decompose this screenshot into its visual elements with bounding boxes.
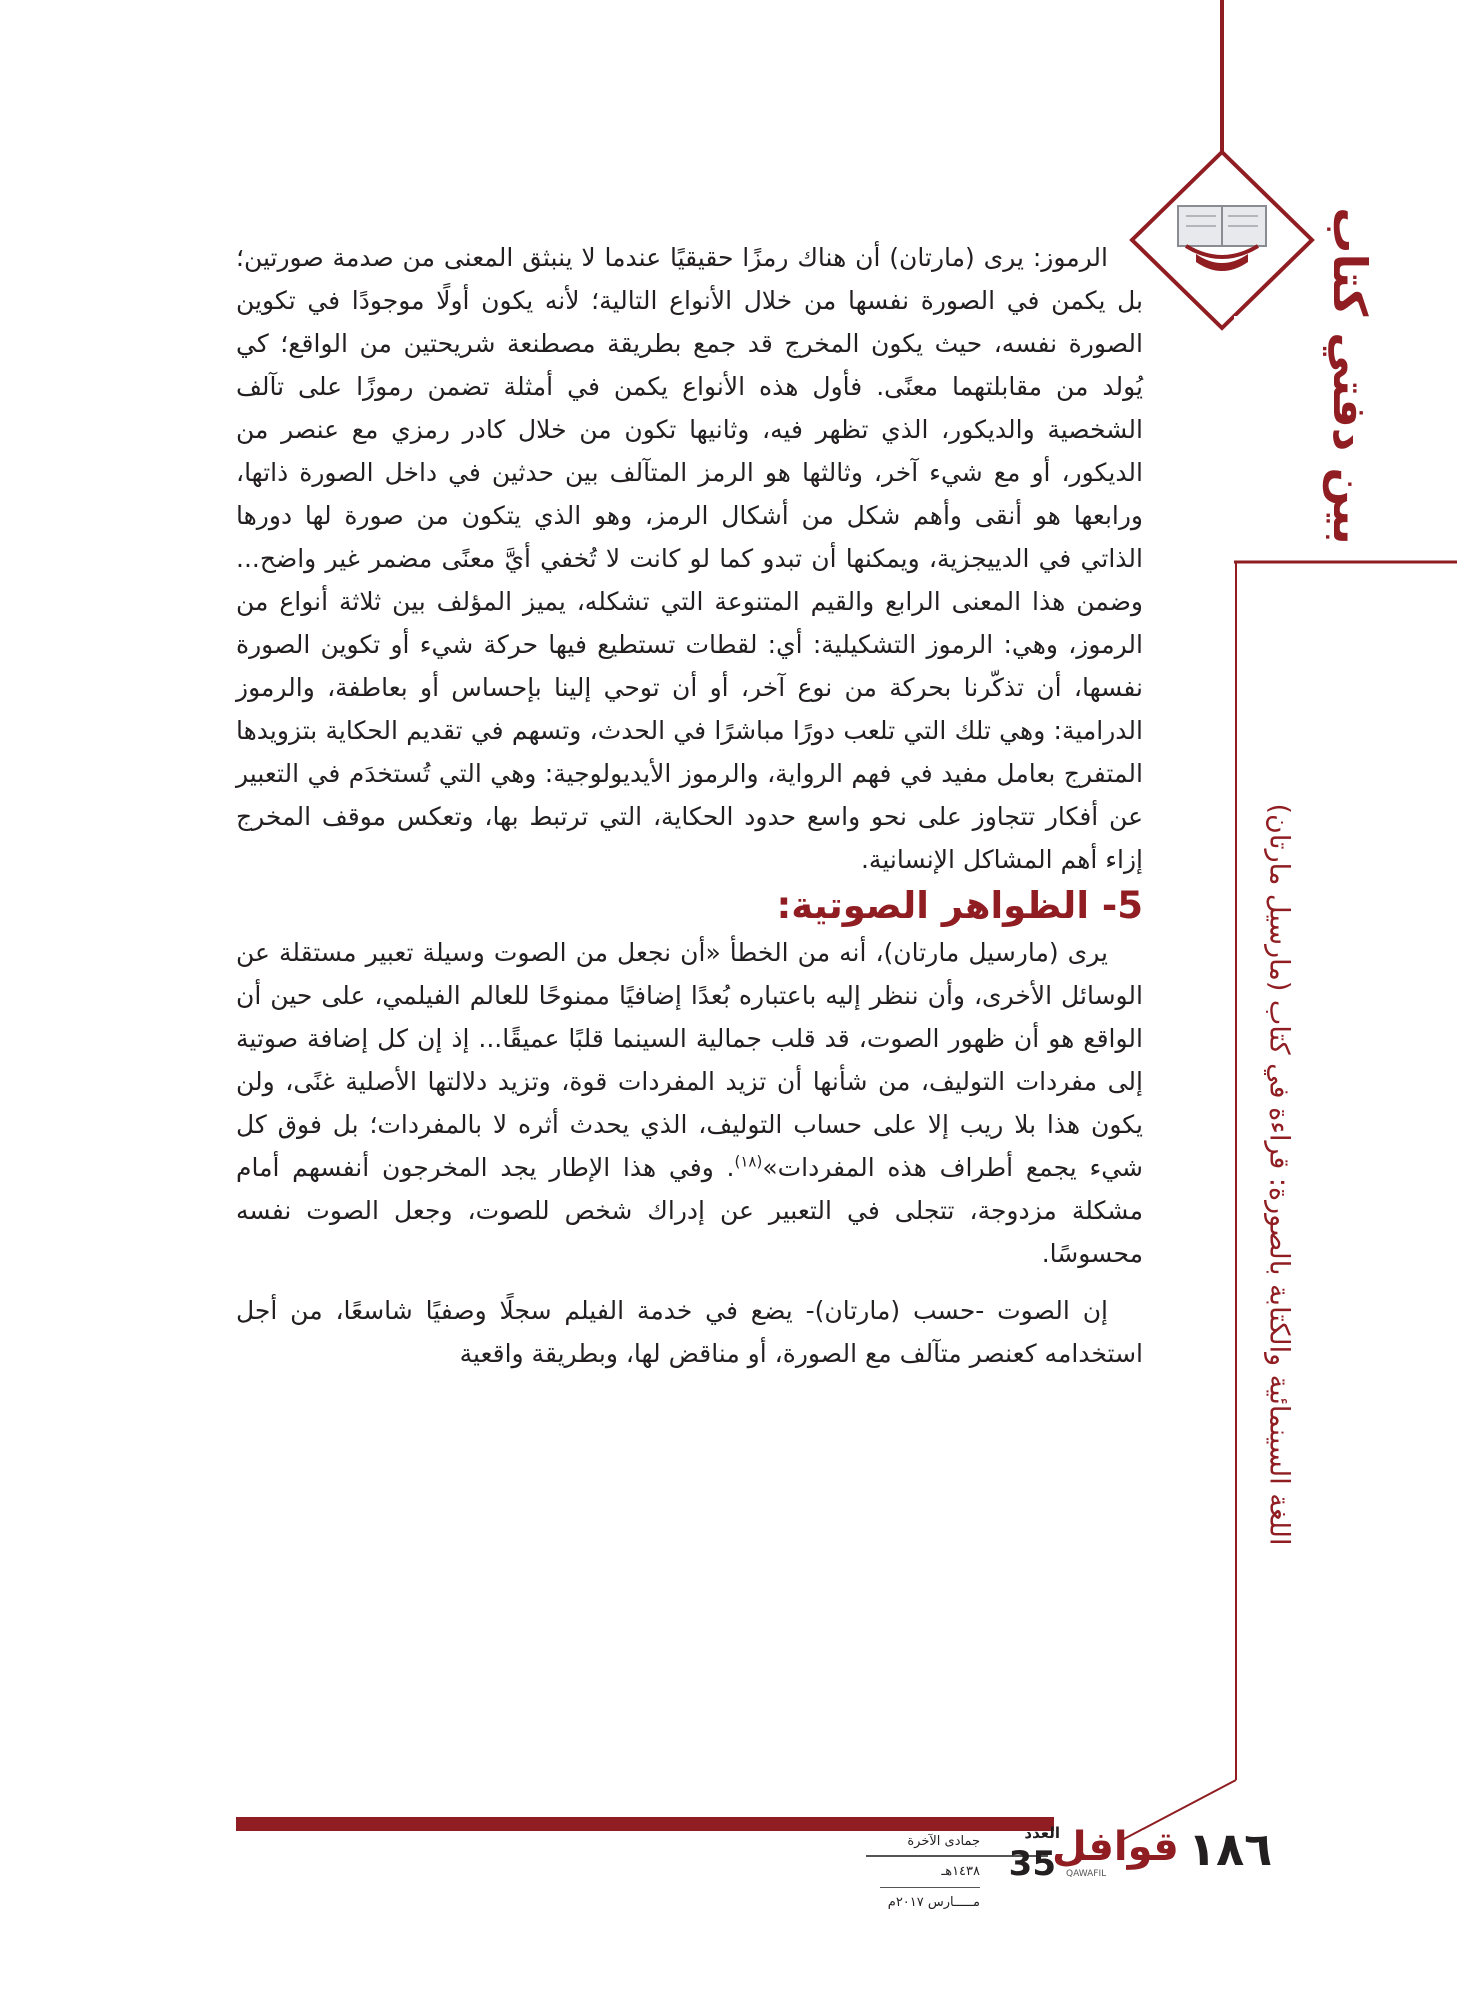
- issue-number: 35: [1008, 1844, 1056, 1884]
- gregorian-date: مـــــارس ٢٠١٧م: [887, 1895, 980, 1910]
- paragraph-symbols: الرموز: يرى (مارتان) أن هناك رمزًا حقيقيًا عندما لا ينبثق المعنى من صدمة صورتين؛ بل يكمن في الصورة نفسها من خلال الأنواع التالية؛ لأنه يكون أولًا موجودًا في تكوين الصورة نفسه، حيث يكون المخرج قد جمع بطريقة مصطنعة شريحتين من الواقع؛ كي يُولد من مقابلتهما معنًى. فأول هذه الأنواع يكمن في أمثلة تضمن رموزًا على تآلف الشخصية والديكور، الذي تظهر فيه، وثانيها تكون من خلال كادر رمزي مع عنصر من الديكور، أو مع شيء آخر، وثالثها هو الرمز المتآلف بين حدثين في داخل الصورة ذاتها، ورابعها هو أنقى وأهم شكل من أشكال الرمز، وهو الذي يتكون من صورة لها دورها الذاتي في الدييجزية، ويمكنها أن تبدو كما لو كانت لا تُخفي أيَّ معنًى مضمر غير واضح... وضمن هذا المعنى الرابع والقيم المتنوعة التي تشكله، يميز المؤلف بين ثلاثة أنواع من الرموز، وهي: الرموز التشكيلية: أي: لقطات تستطيع فيها حركة شيء أو تكوين الصورة نفسها، أن تذكّرنا بحركة من نوع آخر، أو أن توحي إلينا بإحساس أو بعاطفة، والرموز الدرامية: وهي تلك التي تلعب دورًا مباشرًا في الحدث، وتسهم في تقديم الحكاية بتزويدها المتفرج بعامل مفيد في فهم الرواية، والرموز الأيديولوجية: وهي التي تُستخدَم في التعبير عن أفكار تتجاوز على نحو واسع حدود الحكاية، التي ترتبط بها، وتعكس موقف المخرج إزاء أهم المشاكل الإنسانية.: [236, 243, 1143, 874]
- paragraph-sound-quote: [236, 931, 1143, 1275]
- section-title: بين دفتي كتاب: [1322, 206, 1377, 545]
- quote-text: يرى (مارسيل مارتان)، أنه من الخطأ «أن نجعل من الصوت وسيلة تعبير مستقلة عن الوسائل الأخرى، وأن ننظر إليه باعتباره بُعدًا إضافيًا ممنوحًا للعالم الفيلمي، على حين أن الواقع هو أن ظهور الصوت، قد قلب جمالية السينما قلبًا عميقًا... إذ إن كل إضافة صوتية إلى مفردات التوليف، من شأنها أن تزيد المفردات قوة، وتزيد دلالتها الأصلية غنًى، ولن يكون هذا بلا ريب إلا على حساب التوليف، الذي يحدث أثره لا بالمفردات؛ بل فوق كل شيء يجمع أطراف هذه المفردات»: [236, 938, 1143, 1182]
- section-title-banner: [1242, 206, 1457, 545]
- article-subtitle-banner: [1254, 577, 1304, 1772]
- article-subtitle: اللغة السينمائية والكتابة بالصورة: قراءة في كتاب (مارسيل مارتان): [1263, 803, 1295, 1546]
- hijri-date: جمادى الآخرة ١٤٣٨هـ: [880, 1827, 980, 1888]
- issue-dates: [880, 1827, 980, 1918]
- magazine-logo: قوافل: [1052, 1824, 1179, 1870]
- page-number: ١٨٦: [1188, 1822, 1273, 1876]
- article-body: [236, 236, 1143, 1375]
- magazine-logo-latin: QAWAFIL: [1066, 1869, 1107, 1879]
- section-heading-sound: 5- الظواهر الصوتية:: [776, 884, 1143, 927]
- quote-continuation: . وفي هذا الإطار يجد المخرجون أنفسهم أمام مشكلة مزدوجة، تتجلى في التعبير عن إدراك شخص للصوت، وجعل الصوت نفسه محسوسًا.: [236, 1153, 1143, 1268]
- paragraph-sound-description: إن الصوت -حسب (مارتان)- يضع في خدمة الفيلم سجلًا وصفيًا شاسعًا، من أجل استخدامه كعنصر متآلف مع الصورة، أو مناقض لها، وبطريقة واقعية: [236, 1296, 1143, 1368]
- footnote-reference[interactable]: (١٨): [734, 1152, 763, 1171]
- issue-label: العدد: [1024, 1824, 1060, 1842]
